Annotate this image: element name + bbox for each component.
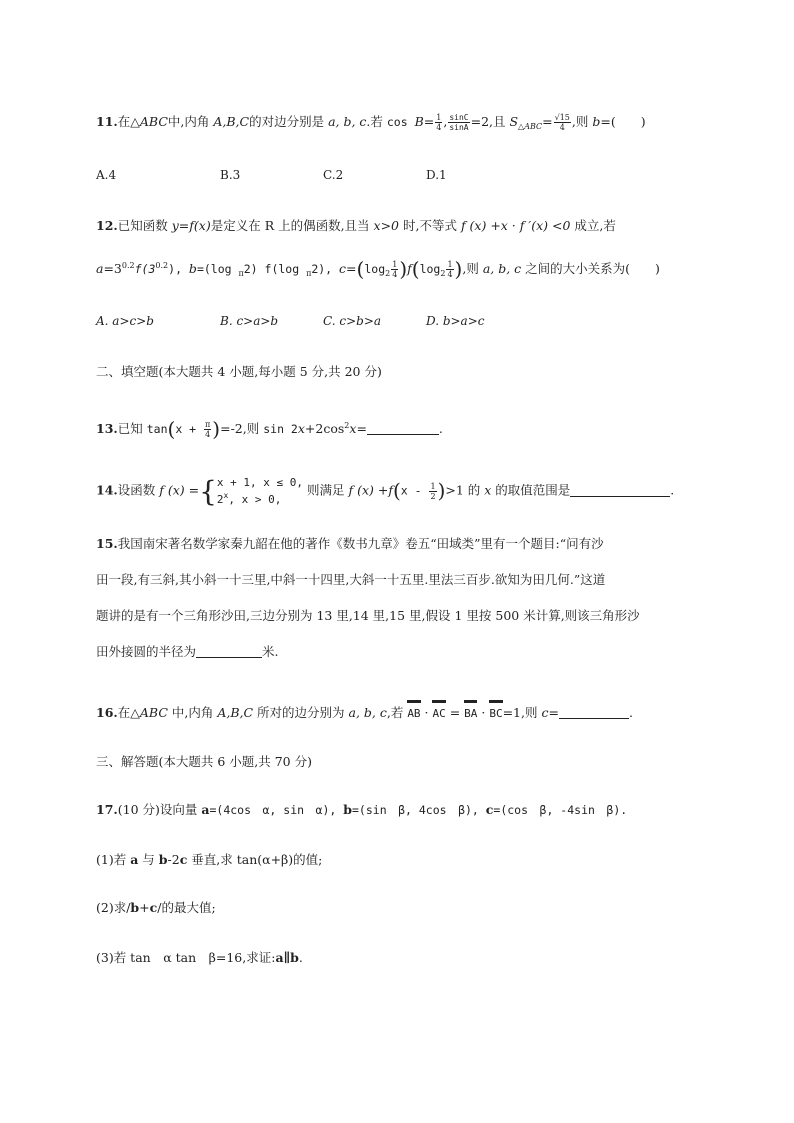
- question-number: 12.: [96, 218, 118, 233]
- section-heading-fill-in: 二、填空题(本大题共 4 小题,每小题 5 分,共 20 分): [96, 364, 382, 379]
- fraction: $\frac{1}{2}$: [430, 481, 436, 501]
- fraction: $\frac{\sin C}{\sin A}$: [449, 113, 469, 132]
- question-number: 16.: [96, 705, 118, 720]
- fraction: $\frac{\pi}{4}$: [205, 420, 211, 439]
- section-heading-solutions: 三、解答题(本大题共 6 小题,共 70 分): [96, 754, 312, 769]
- question-12-line1: 12.已知函数 y=f(x)是定义在 R 上的偶函数,且当 x>0 时,不等式 f (x) +x · f ′(x) <0 成立,若: [96, 218, 616, 233]
- question-17: 17.(10 分)设向量 a=(4cos α, sin α), b=(sin β, 4cos β), c=(cos β, -4sin β).: [96, 802, 628, 817]
- question-14: 14.设函数 f (x) ={ x + 1, x ≤ 0, 2$^x$, x > 0, 则满足 f (x) +f(x - $\frac{1}{2}$ )>1 的 x 的取值范围是 .: [96, 474, 675, 508]
- question-15-line4: 田外接圆的半径为 米.: [96, 644, 279, 659]
- choice-d: D. b>a>c: [426, 314, 485, 328]
- vector-bc: BC: [489, 700, 502, 724]
- fraction: $\frac{1}{4}$: [447, 260, 453, 279]
- choice-c: C. c>b>a: [323, 314, 382, 328]
- vector-ab: AB: [407, 700, 420, 724]
- fraction: $\frac{√15}{4}$: [554, 113, 570, 132]
- question-12-line2: $a=3^{0.2}f(3^{0.2})$, b=(log $_\pi$2) f(log $_\pi$2), $c=(\log_2$ $\frac{1}{4}$ )$f(\log_2$ $\frac{1}{4}$ ),则 a, b, c 之间的大小关系为( ): [96, 257, 660, 281]
- fraction: $\frac{1}{4}$: [392, 260, 398, 279]
- answer-blank[interactable]: [570, 482, 670, 497]
- question-number: 11.: [96, 114, 118, 129]
- vector-ac: AC: [432, 700, 445, 724]
- choice-c: C.2: [323, 168, 344, 182]
- question-number: 17.: [96, 802, 118, 817]
- fraction: $\frac{1}{4}$: [436, 113, 442, 132]
- question-13: 13.已知 tan(x + $\frac{\pi}{4}$ )=-2,则 $\sin 2x+2\cos^2x=$ .: [96, 417, 443, 441]
- piecewise-cases: x + 1, x ≤ 0, 2$^x$, x > 0,: [216, 476, 304, 506]
- question-15-line3: 题讲的是有一个三角形沙田,三边分别为 13 里,14 里,15 里,假设 1 里按 500 米计算,则该三角形沙: [96, 608, 640, 623]
- question-15-line2: 田一段,有三斜,其小斜一十三里,中斜一十四里,大斜一十五里.里法三百步.欲知为田几何.”这道: [96, 572, 606, 587]
- question-11: 11.在△ABC中,内角 A,B,C的对边分别是 a, b, c.若 cos B= $\frac{1}{4}$ , $\frac{\sin C}{\sin A}$ =2,且 $S_{\triangle ABC}=$ $\frac{√15}{4}$ ,则 b=( ): [96, 113, 646, 132]
- vector-ba: BA: [464, 700, 477, 724]
- question-number: 15.: [96, 536, 118, 551]
- question-number: 13.: [96, 421, 118, 436]
- choice-a: A.4: [96, 168, 117, 182]
- question-15-line1: 15.我国南宋著名数学家秦九韶在他的著作《数书九章》卷五“田域类”里有一个题目:“问有沙: [96, 536, 604, 551]
- answer-blank[interactable]: [559, 704, 629, 719]
- question-16: 16.在△ABC 中,内角 A,B,C 所对的边分别为 a, b, c,若 AB · AC = BA · BC=1,则 c= .: [96, 700, 633, 724]
- choice-b: B. c>a>b: [220, 314, 279, 328]
- question-number: 14.: [96, 482, 118, 498]
- choice-a: A. a>c>b: [96, 314, 154, 328]
- question-17-part1: (1)若 a 与 b-2c 垂直,求 tan(α+β)的值;: [96, 852, 323, 867]
- choice-d: D.1: [426, 168, 447, 182]
- answer-blank[interactable]: [196, 643, 262, 658]
- choice-b: B.3: [220, 168, 241, 182]
- question-17-part2: (2)求/b+c/的最大值;: [96, 900, 216, 915]
- question-17-part3: (3)若 tan α tan β=16,求证:a∥b.: [96, 950, 303, 965]
- answer-blank[interactable]: [367, 420, 439, 435]
